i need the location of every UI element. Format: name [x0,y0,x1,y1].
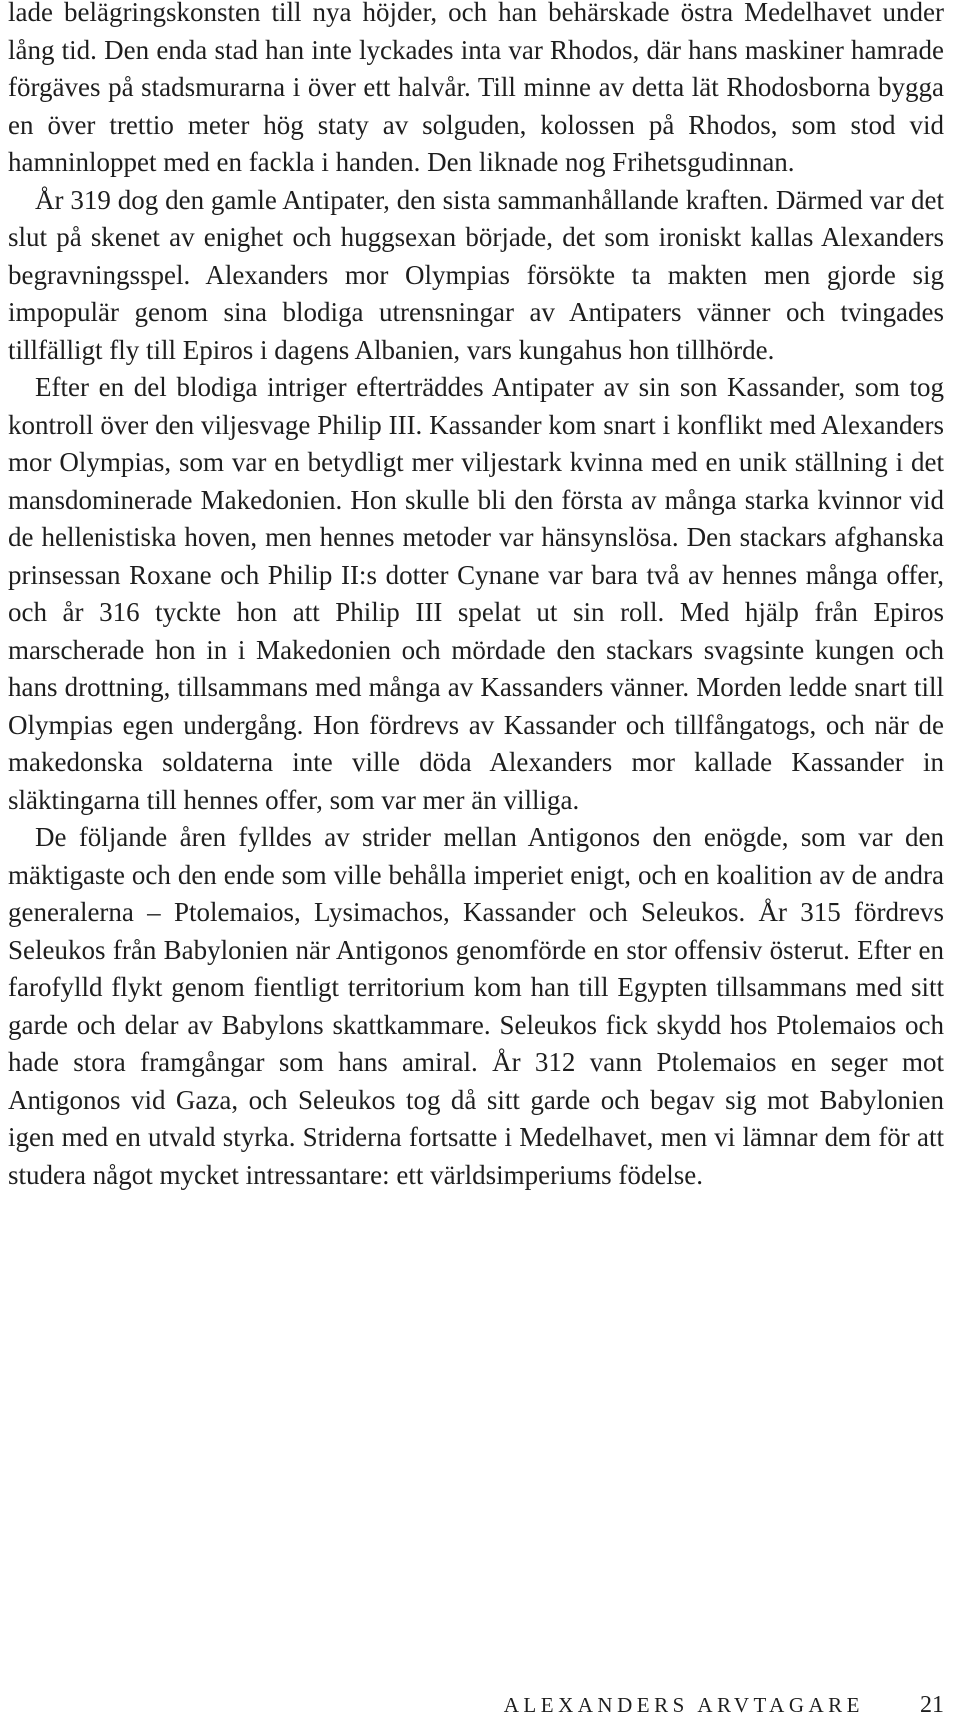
paragraph-3: Efter en del blodiga intriger efterträddes Antipater av sin son Kassander, som tog kontroll över den viljesvage Philip III. Kassander kom snart i konflikt med Alexanders mor Olympias, som var en betydligt mer viljestark kvinna med en unik ställning i det mansdominerade Makedonien. Hon skulle bli den första av många starka kvinnor vid de hellenistiska hoven, men hennes metoder var hänsynslösa. Den stackars afghanska prinsessan Roxane och Philip II:s dotter Cynane var bara två av hennes många offer, och år 316 tyckte hon att Philip III spelat ut sin roll. Med hjälp från Epiros marscherade hon in i Makedonien och mördade den stackars svagsinte kungen och hans drottning, tillsammans med många av Kassanders vänner. Morden ledde snart till Olympias egen undergång. Hon fördrevs av Kassander och tillfångatogs, och när de makedonska soldaterna inte ville döda Alexanders mor kallade Kassander in släktingarna till hennes offer, som var mer än villiga. [8,372,944,815]
paragraph-2: År 319 dog den gamle Antipater, den sista sammanhållande kraften. Därmed var det slut på skenet av enighet och huggsexan började, det som ironiskt kallas Alexanders begravningsspel. Alexanders mor Olympias försökte ta makten men gjorde sig impopulär genom sina blodiga utrensningar av Antipaters vänner och tvingades tillfälligt fly till Epiros i dagens Albanien, vars kungahus hon tillhörde. [8,184,944,365]
running-head: ALEXANDERS ARVTAGARE [503,1693,864,1717]
page-number: 21 [920,1692,944,1718]
paragraph-4: De följande åren fylldes av strider mellan Antigonos den enögde, som var den mäktigaste och den ende som ville behålla imperiet enigt, och en koalition av de andra generalerna – Ptolemaios, Lysimachos, Kassander och Seleukos. År 315 fördrevs Seleukos från Babylonien när Antigonos genomförde en stor offensiv österut. Efter en farofylld flykt genom fientligt territorium kom han till Egypten tillsammans med sitt garde och delar av Babylons skattkammare. Seleukos fick skydd hos Ptolemaios och hade stora framgångar som hans amiral. År 312 vann Ptolemaios en seger mot Antigonos vid Gaza, och Seleukos tog då sitt garde och begav sig mot Babylonien igen med en utvald styrka. Striderna fortsatte i Medelhavet, men vi lämnar dem för att studera något mycket intressantare: ett världsimperiums födelse. [8,822,944,1190]
paragraph-1: lade belägringskonsten till nya höjder, och han behärskade östra Medelhavet under lång tid. Den enda stad han inte lyckades inta var Rhodos, där hans maskiner hamrade förgäves på stadsmurarna i över ett halvår. Till minne av detta lät Rhodosborna bygga en över trettio meter hög staty av solguden, kolossen på Rhodos, som stod vid hamninloppet med en fackla i handen. Den liknade nog Frihetsgudinnan. [8,0,944,177]
body-text [8,0,944,1194]
page-footer [8,1688,944,1722]
